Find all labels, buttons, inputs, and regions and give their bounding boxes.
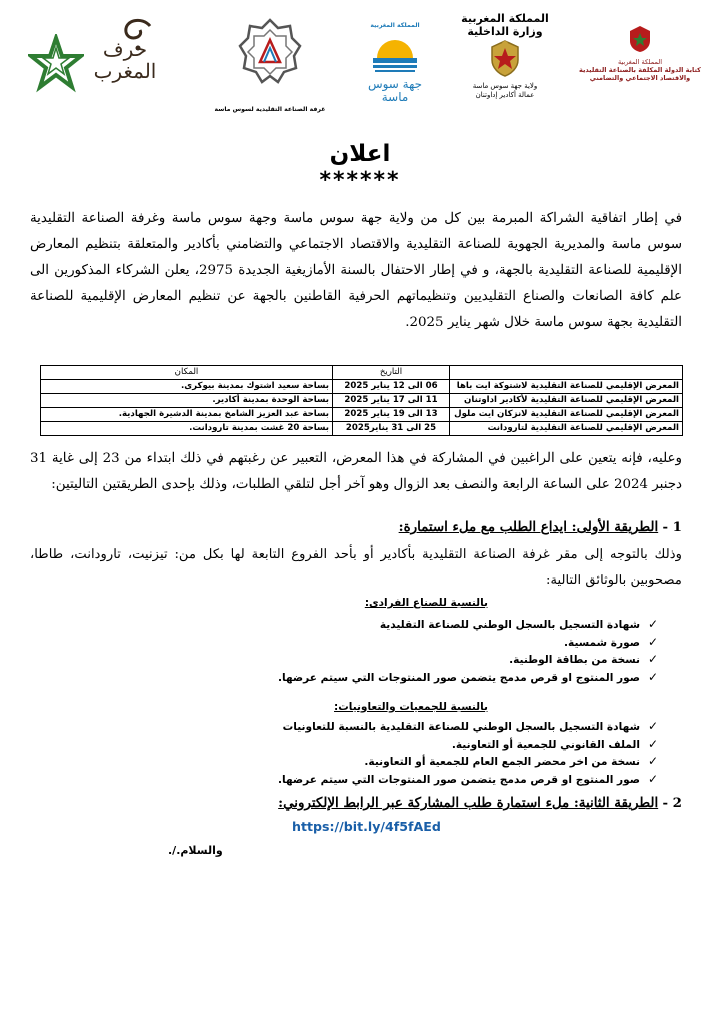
list-item bbox=[278, 718, 666, 736]
individuals-title: بالنسبة للصناع الفرادى: bbox=[364, 597, 488, 609]
date-cell: 06 الى 12 يناير 2025 bbox=[333, 380, 450, 394]
list-item bbox=[278, 736, 666, 754]
method-two-title: الطريقة الثانية: ملء استمارة طلب المشاركة عبر الرابط الإلكتروني: bbox=[278, 795, 659, 811]
date-cell: 25 الى 31 يناير2025 bbox=[333, 422, 450, 436]
list-item bbox=[278, 634, 666, 652]
list-item bbox=[278, 651, 666, 669]
list-item bbox=[278, 771, 666, 789]
title-stars: ****** bbox=[319, 168, 401, 193]
list-item-text: شهادة التسجيل بالسجل الوطني للصناعة التقليدية bbox=[379, 619, 640, 631]
date-cell: 11 الى 17 يناير 2025 bbox=[333, 394, 450, 408]
chamber-logo bbox=[205, 18, 335, 118]
list-item-text: شهادة التسجيل بالسجل الوطني للصناعة التقليدية بالنسبة للتعاونيات bbox=[282, 721, 640, 733]
exhibition-cell: المعرض الإقليمي للصناعة التقليدية لانزكان ايت ملول bbox=[450, 408, 683, 422]
region-logo bbox=[355, 22, 435, 122]
table-header-row bbox=[41, 366, 683, 380]
header-exhibition bbox=[450, 366, 683, 380]
table-row bbox=[41, 422, 683, 436]
list-item-text: صور المنتوج او قرص مدمج يتضمن صور المنتوجات التي سيتم عرضها. bbox=[277, 773, 640, 786]
exhibition-cell: المعرض الإقليمي للصناعة التقليدية لأكادير اداوتنان bbox=[450, 394, 683, 408]
place-cell: بساحة 20 غشت بمدينة تارودانت. bbox=[41, 422, 333, 436]
intro-paragraph: في إطار اتفاقية الشراكة المبرمة بين كل من ولاية جهة سوس ماسة وجهة سوس ماسة وغرفة الصناعة التقليدية سوس ماسة والمديرية الجهوية للصناعة التقليدية والاقتصاد الاجتماعي والتضامني بأكادير والمتعلقة بتنظيم المعارض الإقليمية للصناعة التقليدية بالجهة، و في إطار الاحتفال بالسنة الأمازيغية الجديدة 2975، يعلن الشركاء المذكورين الى علم كافة الصانعات والصناع التقليديين وتنظيماتهم الحرفية القاطنين بالجهة عن تنظيم المعارض الإقليمية للصناعة التقليدية بجهة سوس ماسة خلال شهر يناير 2025. bbox=[30, 211, 682, 330]
chamber-caption: غرفة الصناعة التقليدية لسوس ماسة bbox=[214, 106, 326, 113]
table-row bbox=[41, 408, 683, 422]
list-item-text: صورة شمسية. bbox=[564, 636, 640, 649]
table-row bbox=[41, 380, 683, 394]
state-secretariat-line: كتابة الدولة المكلفة بالصناعة التقليدية والاقتصاد الاجتماعي والتضامني bbox=[579, 66, 701, 82]
interior-ministry-logo bbox=[455, 12, 555, 112]
check-icon: ✓ bbox=[647, 771, 659, 786]
announcement-title: اعلان bbox=[329, 141, 391, 167]
header-date: التاريخ bbox=[333, 366, 450, 380]
harf-logo-text: حرف المغرب bbox=[93, 37, 157, 83]
state-secretariat-logo bbox=[575, 24, 705, 114]
exhibition-cell: المعرض الإقليمي للصناعة التقليدية لتارودانت bbox=[450, 422, 683, 436]
region-logo-top: المملكة المغربية bbox=[370, 22, 420, 29]
ministry-kingdom-line: المملكة المغربية bbox=[461, 12, 549, 25]
moroccan-coat-of-arms-icon bbox=[485, 38, 525, 78]
place-cell: بساحة سعيد اشتوك بمدينة بيوكرى. bbox=[41, 380, 333, 394]
date-cell: 13 الى 19 يناير 2025 bbox=[333, 408, 450, 422]
method-one-heading bbox=[30, 516, 682, 539]
check-icon: ✓ bbox=[647, 652, 659, 666]
list-item-text: صور المنتوج او قرص مدمج يتضمن صور المنتوجات التي سيتم عرضها. bbox=[277, 671, 640, 684]
check-icon: ✓ bbox=[647, 617, 659, 631]
place-cell: بساحة عبد العزيز الشامخ بمدينة الدشيرة الجهادية. bbox=[41, 408, 333, 422]
list-item bbox=[278, 616, 666, 634]
harf-al-maghrib-logo bbox=[28, 24, 163, 96]
sun-over-water-icon bbox=[365, 30, 425, 74]
cooperatives-title: بالنسبة للجمعيات والتعاونيات: bbox=[334, 701, 488, 713]
chamber-emblem-icon bbox=[238, 18, 302, 90]
place-cell: بساحة الوحدة بمدينة أكادير. bbox=[41, 394, 333, 408]
method-one-number: 1 - bbox=[662, 519, 682, 535]
region-logo-name: جهة سوس ماسة bbox=[367, 77, 423, 104]
list-item bbox=[278, 753, 666, 771]
method-two-heading bbox=[30, 792, 682, 815]
registration-form-link[interactable]: https://bit.ly/4f5fAEd bbox=[292, 819, 441, 834]
exhibition-cell: المعرض الإقليمي للصناعة التقليدية لاشتوكة ايت باها bbox=[450, 380, 683, 394]
ministry-name-line: وزارة الداخلية bbox=[467, 25, 543, 38]
list-item-text: نسخة من اخر محضر الجمع العام للجمعية أو التعاونية. bbox=[364, 756, 640, 768]
exhibitions-schedule-table bbox=[40, 365, 683, 436]
list-item-text: نسخة من بطاقة الوطنية. bbox=[509, 654, 640, 666]
check-icon: ✓ bbox=[647, 719, 659, 733]
list-item-text: الملف القانوني للجمعية أو التعاونية. bbox=[451, 738, 640, 751]
cooperatives-document-list bbox=[278, 718, 666, 788]
check-icon: ✓ bbox=[647, 736, 659, 751]
application-period-paragraph: وعليه، فإنه يتعين على الراغبين في المشاركة في هذا المعرض، التعبير عن رغبتهم في ذلك ابتداء من 23 إلى غاية 31 دجنبر 2024 على الساعة الرابعة والنصف بعد الزوال وهو آخر أجل لتلقي الطلبات، وذلك بإحدى الطريقتين التاليتين: bbox=[30, 451, 682, 492]
method-one-title: الطريقة الأولى: ايداع الطلب مع ملء استمارة: bbox=[398, 519, 659, 535]
check-icon: ✓ bbox=[647, 634, 659, 649]
ministry-wilaya-line: ولاية جهة سوس ماسة bbox=[472, 82, 538, 90]
state-kingdom-line: المملكة المغربية bbox=[617, 58, 663, 66]
individuals-document-list bbox=[278, 616, 666, 686]
green-star-icon bbox=[28, 34, 84, 94]
table-row bbox=[41, 394, 683, 408]
method-one-text: وذلك بالتوجه إلى مقر غرفة الصناعة التقليدية بأكادير أو بأحد الفروع التابعة لها بكل من: تيزنيت، تارودانت، طاطا، مصحوبين بالوثائق التالية: bbox=[30, 547, 682, 588]
state-emblem-icon bbox=[625, 24, 655, 54]
ministry-prefecture-line: عمالة أكادير إداوتنان bbox=[475, 91, 535, 99]
method-two-number: 2 - bbox=[662, 795, 682, 811]
header-place: المكان bbox=[41, 366, 333, 380]
check-icon: ✓ bbox=[647, 754, 659, 768]
check-icon: ✓ bbox=[647, 669, 659, 684]
list-item bbox=[278, 669, 666, 687]
closing-salutation: والسلام./. bbox=[168, 844, 223, 857]
